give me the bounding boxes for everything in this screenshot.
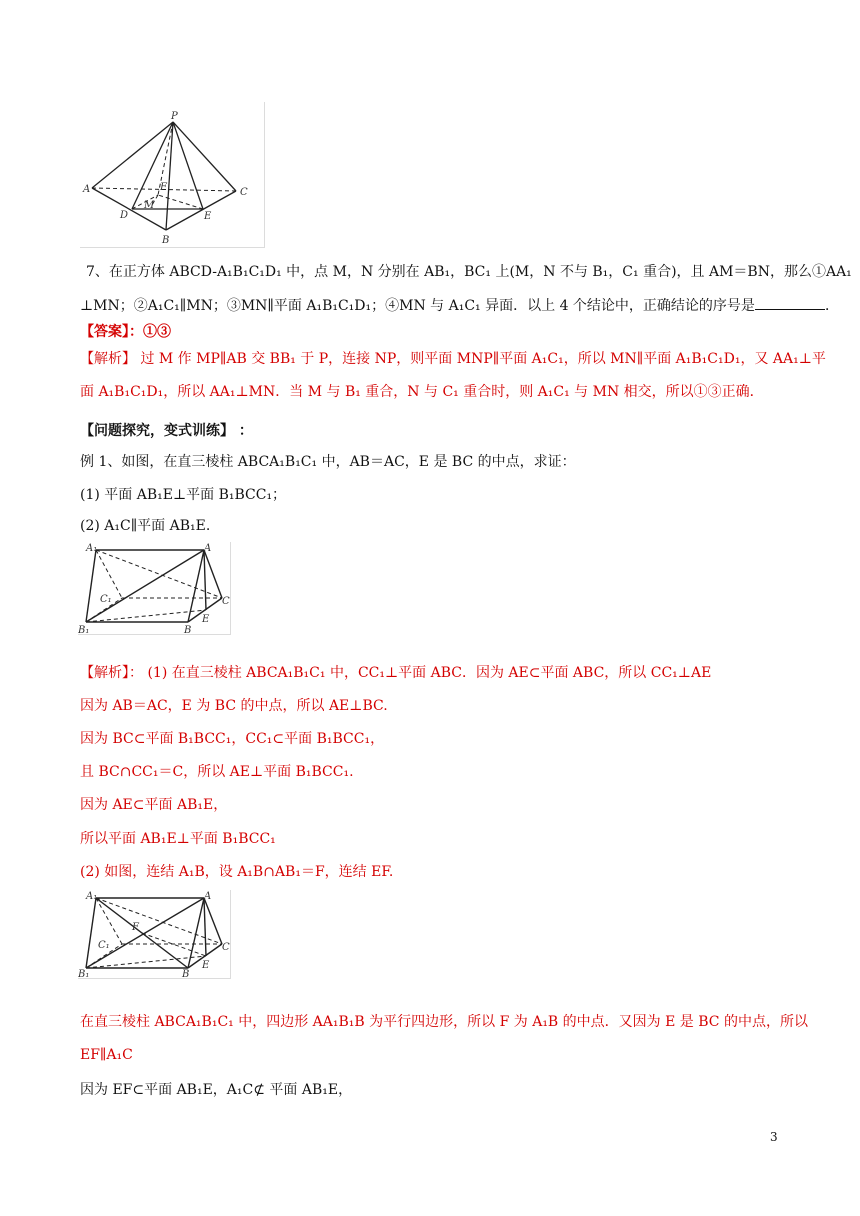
page-number: 3 [770, 1130, 778, 1144]
label-b1: B₁ [78, 969, 90, 978]
label-c: C [222, 596, 230, 607]
answer-blank [755, 295, 825, 310]
solution-line-4: 且 BC∩CC₁＝C，所以 AE⊥平面 B₁BCC₁. [80, 764, 354, 780]
prism-diagram-with-f [78, 890, 230, 978]
solution-line-8: 在直三棱柱 ABCA₁B₁C₁ 中，四边形 AA₁B₁B 为平行四边形，所以 F 为 A₁B 的中点．又因为 E 是 BC 的中点，所以 [80, 1014, 808, 1030]
label-c: C [222, 942, 230, 953]
q7-line-2-end: ． [824, 298, 839, 314]
prism-figure-with-f [78, 890, 231, 979]
q7-analysis-2: 面 A₁B₁C₁D₁，所以 AA₁⊥MN．当 M 与 B₁ 重合，N 与 C₁ 重合时，则 A₁C₁ 与 MN 相交，所以①③正确． [80, 384, 764, 400]
label-c1: C₁ [100, 594, 112, 605]
label-c1: C₁ [98, 940, 110, 951]
label-a: A [204, 891, 212, 902]
q7-analysis-1: 【解析】 过 M 作 MP∥AB 交 BB₁ 于 P，连接 NP，则平面 MNP∥平面 A₁C₁，所以 MN∥平面 A₁B₁C₁D₁，又 AA₁⊥平 [80, 351, 826, 367]
label-e: E [204, 211, 212, 222]
example1-part1: (1) 平面 AB₁E⊥平面 B₁BCC₁； [80, 487, 287, 503]
solution-line-6: 所以平面 AB₁E⊥平面 B₁BCC₁ [80, 831, 276, 847]
label-b1: B₁ [78, 625, 90, 634]
label-c: C [240, 187, 248, 198]
label-a1: A₁ [86, 543, 98, 554]
label-b: B [162, 235, 170, 246]
solution-line-9: EF∥A₁C [80, 1047, 133, 1063]
label-d: D [120, 210, 129, 221]
solution-line-3: 因为 BC⊂平面 B₁BCC₁，CC₁⊂平面 B₁BCC₁， [80, 731, 385, 747]
solution-line-2: 因为 AB＝AC，E 为 BC 的中点，所以 AE⊥BC. [80, 698, 388, 714]
label-f: F [160, 182, 167, 193]
section-heading: 【问题探究，变式训练】 ： [80, 423, 253, 439]
q7-line-1: 7、在正方体 ABCD-A₁B₁C₁D₁ 中，点 M，N 分别在 AB₁，BC₁ 上(M，N 不与 B₁，C₁ 重合)，且 AM＝BN，那么①AA₁ [86, 264, 852, 280]
pyramid-figure [80, 102, 265, 248]
solution-line-10: 因为 EF⊂平面 AB₁E，A₁C⊄ 平面 AB₁E， [80, 1082, 353, 1098]
label-a: A [204, 543, 212, 554]
label-e: E [202, 960, 210, 971]
label-e: E [202, 614, 210, 625]
prism-diagram [78, 542, 230, 634]
label-p: P [171, 111, 178, 122]
solution-line-7: (2) 如图，连结 A₁B，设 A₁B∩AB₁＝F，连结 EF. [80, 864, 394, 880]
prism-figure [78, 542, 231, 635]
label-b: B [184, 625, 192, 634]
label-a: A [83, 184, 91, 195]
label-b: B [182, 969, 190, 978]
example1-stem: 例 1、如图，在直三棱柱 ABCA₁B₁C₁ 中，AB＝AC，E 是 BC 的中点，求证： [80, 454, 576, 470]
label-f: F [132, 922, 139, 933]
solution-line-5: 因为 AE⊂平面 AB₁E， [80, 797, 228, 813]
pyramid-diagram [80, 102, 264, 247]
q7-line-2-text: ⊥MN；②A₁C₁∥MN；③MN∥平面 A₁B₁C₁D₁；④MN 与 A₁C₁ 异面．以上 4 个结论中，正确结论的序号是 [80, 298, 755, 314]
label-a1: A₁ [86, 891, 98, 902]
label-m: M [144, 200, 155, 211]
q7-line-2 [80, 295, 839, 316]
solution-line-1: 【解析】： (1) 在直三棱柱 ABCA₁B₁C₁ 中，CC₁⊥平面 ABC．因为 AE⊂平面 ABC，所以 CC₁⊥AE [80, 665, 712, 681]
example1-part2: (2) A₁C∥平面 AB₁E. [80, 518, 211, 534]
q7-answer: 【答案】：①③ [80, 324, 171, 340]
